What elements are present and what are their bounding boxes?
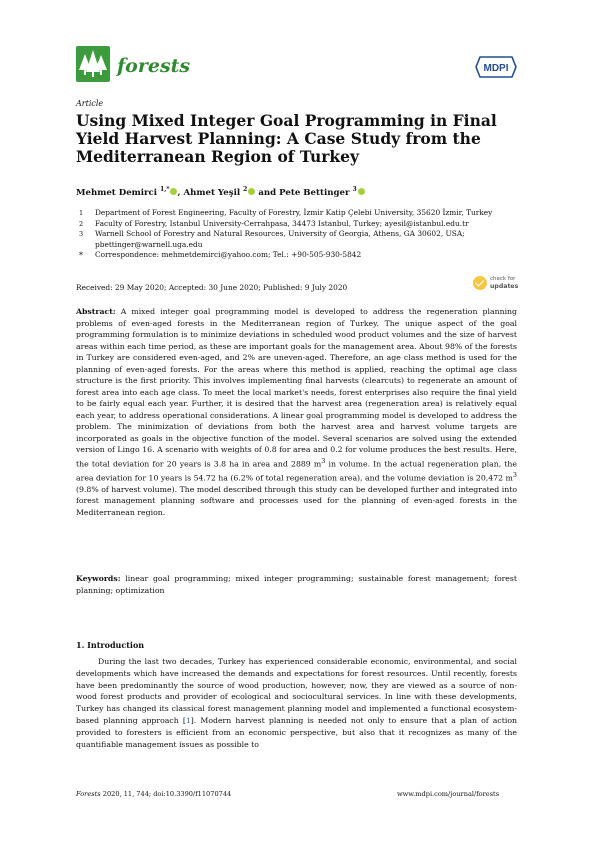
abstract-text-1: A mixed integer goal programming model is developed to address the regeneration planning problems of even-aged forests in the Mediterranean region of Turkey. The unique aspect of the goal programming formulation is to minimize deviations in scheduled wood product volumes and the size of harvest areas within each time period, as these are important goals for the management area. About 98% of the forests in Turkey are considered even-aged, and 2% are uneven-aged. Therefore, an age class method is used for the planning of even-aged forests. For the areas where this method is applied, reaching the optimal age class structure is the first priority. This involves implementing final harvests (clearcuts) to regenerate an amount of forest area into each age class. To meet the local market's needs, forest enterprises also require the final yield to be fairly equal each year. Further, it is desired that the harvest area (regeneration area) is relatively equal each year, to address operational considerations. A linear goal programming model is developed to address the problem. The minimization of deviations from both the harvest area and harvest volume targets are incorporated as goals in the objective function of the model. Several scenarios are solved using the extended version of Lingo 16. A scenario with weights of 0.8 for area and 0.2 for volume produces the best results. Here, the total deviation for 20 years is 3.8 ha in area and 2889 m	[76, 307, 517, 469]
check-for-updates-badge[interactable]	[473, 275, 517, 293]
author-affil-marker: 3	[352, 186, 357, 193]
author-separator: and	[258, 187, 277, 198]
author-name[interactable]: Mehmet Demirci	[76, 187, 158, 198]
author-name[interactable]: Pete Bettinger	[279, 187, 350, 198]
abstract-text-2: in volume. In the actual regeneration plan, the area deviation for 10 years is 54.72 ha (6.2% of total regeneration area), and the volume deviation is 20,472 m	[76, 459, 518, 483]
check-updates-line2: updates	[490, 283, 519, 290]
keywords-label: Keywords:	[76, 574, 121, 583]
author-name[interactable]: Ahmet Yeşil	[183, 187, 241, 198]
abstract-text-3: (9.8% of harvest volume). The model described through this study can be developed further and integrated into forest management planning software and processes used for the planning of even-aged forests in the Mediterranean region.	[76, 484, 517, 517]
intro-text-2: ]. Modern harvest planning is needed not only to ensure that a plan of action provided to foresters is efficient from an economic perspective, but also that it recognizes as many of the quantifiable management issues as possible to	[76, 715, 517, 749]
forest-trees-icon	[76, 46, 110, 82]
affiliation-text: Department of Forest Engineering, Faculty of Forestry, İzmir Katip Çelebi University, 35620 İzmir, Turkey	[95, 208, 493, 217]
author-affil-marker: 2	[243, 186, 248, 193]
author-affil-marker: 1,*	[160, 186, 170, 193]
superscript: 3	[512, 470, 517, 479]
paper-title: Using Mixed Integer Goal Programming in Final Yield Harvest Planning: A Case Study from the Mediterranean Region of Turkey	[76, 111, 497, 166]
section-heading-introduction: 1. Introduction	[76, 640, 145, 650]
correspondence	[76, 250, 536, 261]
intro-text-1: During the last two decades, Turkey has experienced considerable economic, environmental, and social developments which have increased the demands and expectations for forest resources. Until recently, forests have been predominantly the source of wood production, however, now, they are viewed as a source of non-wood forest products and provider of ecological and sociocultural services. In line with these developments, Turkey has changed its classical forest management planning model and implemented a functional ecosystem-based planning approach [	[76, 657, 517, 725]
citation-link[interactable]: 1	[185, 715, 191, 725]
introduction-paragraph	[76, 656, 517, 750]
check-updates-icon	[473, 276, 487, 290]
keywords	[76, 573, 517, 596]
affiliations	[76, 208, 536, 261]
abstract-label: Abstract:	[76, 307, 116, 316]
affiliation-item	[76, 229, 536, 240]
author-list	[76, 186, 365, 198]
publication-dates: Received: 29 May 2020; Accepted: 30 June 2020; Published: 9 July 2020	[76, 283, 348, 292]
mdpi-logo	[475, 56, 517, 78]
affiliation-marker: 2	[79, 219, 84, 228]
affiliation-item	[76, 219, 536, 230]
affiliation-marker: 1	[79, 209, 84, 217]
orcid-icon[interactable]	[248, 188, 255, 195]
abstract	[76, 306, 517, 518]
footer-citation-rest: 2020, 11, 744; doi:10.3390/f11070744	[100, 790, 232, 798]
affiliation-marker: *	[79, 251, 83, 261]
affiliation-email[interactable]: pbettinger@warnell.uga.edu	[95, 239, 203, 249]
correspondence-text: Correspondence: mehmetdemirci@yahoo.com; Tel.: +90-505-930-5842	[95, 250, 362, 260]
keywords-text: linear goal programming; mixed integer programming; sustainable forest management; forest planning; optimization	[76, 574, 517, 595]
footer-journal: Forests	[76, 790, 101, 798]
article-type: Article	[76, 99, 104, 108]
orcid-icon[interactable]	[358, 188, 365, 195]
footer-citation	[76, 790, 231, 798]
affiliation-item	[76, 240, 536, 251]
mdpi-logo-text: MDPI	[483, 63, 509, 74]
footer-url[interactable]: www.mdpi.com/journal/forests	[397, 790, 500, 798]
affiliation-marker: 3	[79, 230, 84, 239]
superscript: 3	[321, 456, 326, 465]
affiliation-item	[76, 208, 536, 219]
author-separator: ,	[177, 187, 181, 198]
journal-name: forests	[117, 55, 191, 77]
affiliation-text: Warnell School of Forestry and Natural Resources, University of Georgia, Athens, GA 30602, USA;	[95, 229, 465, 239]
check-updates-line1: check for	[490, 276, 516, 282]
affiliation-text: Faculty of Forestry, Istanbul University-Cerrahpasa, 34473 Istanbul, Turkey; ayesil@istanbul.edu.tr	[95, 218, 469, 228]
